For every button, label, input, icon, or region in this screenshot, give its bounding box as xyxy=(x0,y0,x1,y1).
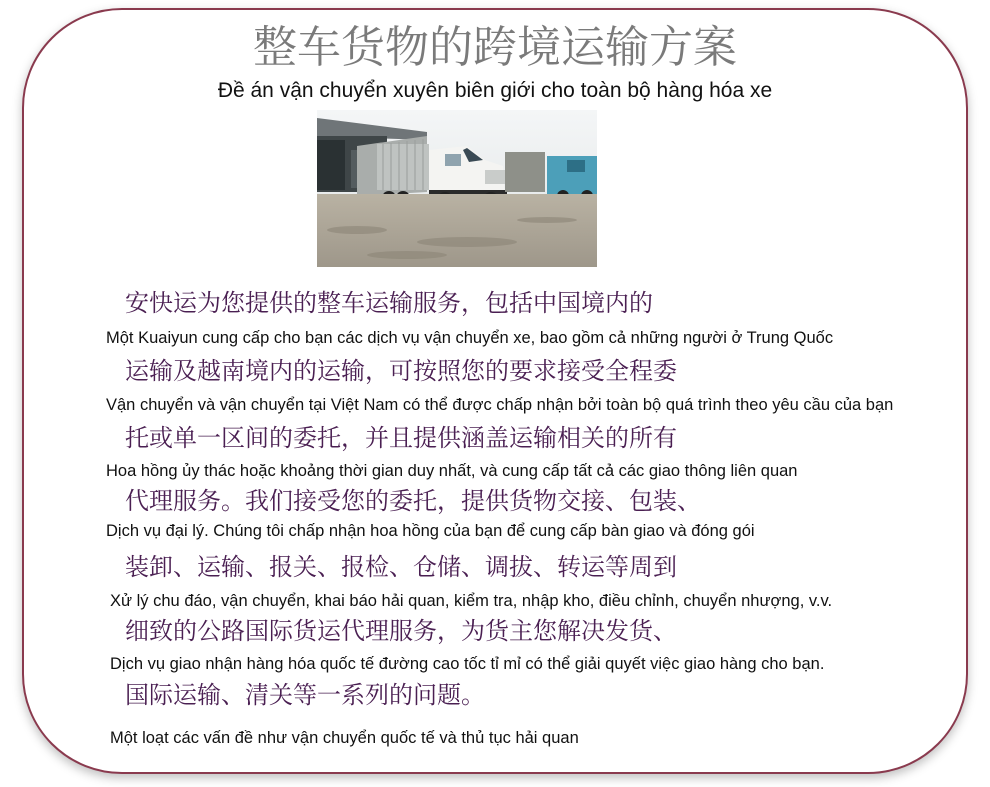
paragraph-line-zh: 安快运为您提供的整车运输服务，包括中国境内的 xyxy=(125,289,653,317)
paragraph-line-vi: Dịch vụ giao nhận hàng hóa quốc tế đường cao tốc tỉ mỉ có thể giải quyết việc giao hàng cho bạn. xyxy=(110,655,825,673)
paragraph-line-vi: Một loạt các vấn đề như vận chuyển quốc tế và thủ tục hải quan xyxy=(110,729,579,747)
paragraph-line-vi: Một Kuaiyun cung cấp cho bạn các dịch vụ vận chuyển xe, bao gồm cả những người ở Trung Quốc xyxy=(106,329,834,347)
paragraph-line-vi: Xử lý chu đáo, vận chuyển, khai báo hải quan, kiểm tra, nhập kho, điều chỉnh, chuyển nhượng, v.v. xyxy=(110,592,833,610)
paragraph-line-zh: 托或单一区间的委托，并且提供涵盖运输相关的所有 xyxy=(125,424,677,452)
paragraph-line-vi: Vận chuyển và vận chuyển tại Việt Nam có thể được chấp nhận bởi toàn bộ quá trình theo yêu cầu của bạn xyxy=(106,396,894,414)
paragraph-line-vi: Hoa hồng ủy thác hoặc khoảng thời gian duy nhất, và cung cấp tất cả các giao thông liên quan xyxy=(106,462,798,480)
paragraph-line-zh: 国际运输、清关等一系列的问题。 xyxy=(125,681,485,709)
paragraph-line-zh: 代理服务。我们接受您的委托，提供货物交接、包装、 xyxy=(125,487,701,515)
truck-photo xyxy=(317,110,597,267)
paragraph-line-zh: 运输及越南境内的运输，可按照您的要求接受全程委 xyxy=(125,357,677,385)
title-vietnamese: Đề án vận chuyển xuyên biên giới cho toàn bộ hàng hóa xe xyxy=(217,79,773,102)
title-chinese: 整车货物的跨境运输方案 xyxy=(253,22,737,73)
paragraph-line-vi: Dịch vụ đại lý. Chúng tôi chấp nhận hoa hồng của bạn để cung cấp bàn giao và đóng gói xyxy=(106,522,755,540)
truck-photo-illustration xyxy=(317,110,597,267)
paragraph-line-zh: 装卸、运输、报关、报检、仓储、调拔、转运等周到 xyxy=(125,553,677,581)
paragraph-line-zh: 细致的公路国际货运代理服务，为货主您解决发货、 xyxy=(125,617,677,645)
